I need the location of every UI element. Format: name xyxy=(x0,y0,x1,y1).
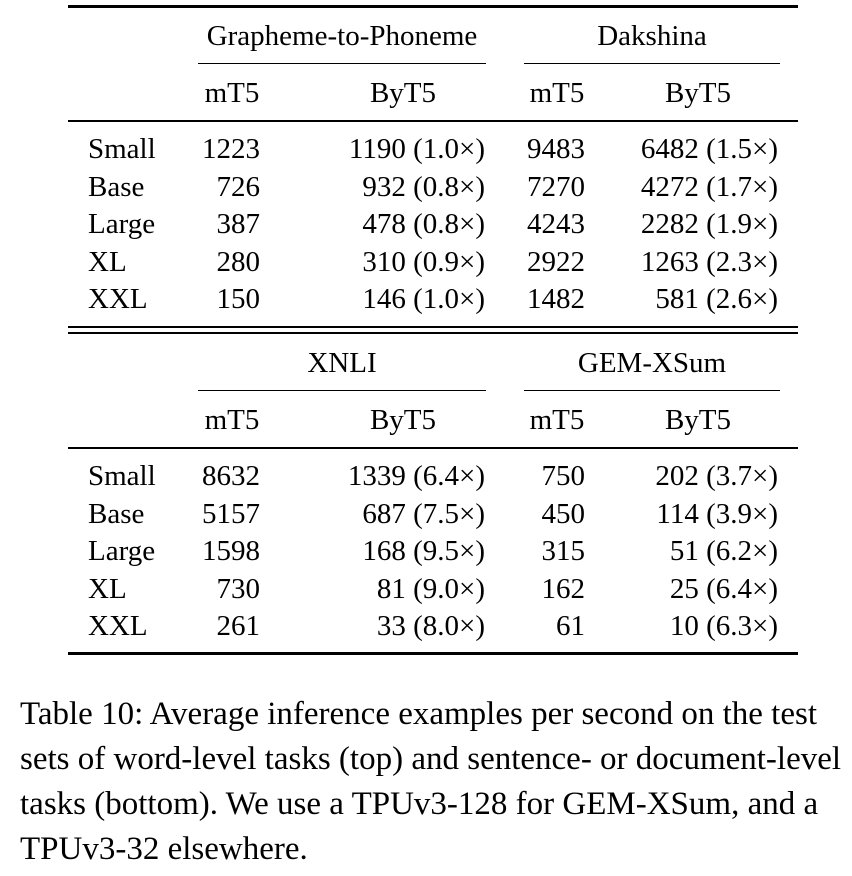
bottom-cell: 450 xyxy=(541,497,585,530)
top-cell: 6482 (1.5×) xyxy=(640,133,778,165)
top-row-label: Small xyxy=(88,133,156,165)
bottom-cell: 168 (9.5×) xyxy=(362,535,485,567)
top-cell: 310 (0.9×) xyxy=(362,245,485,278)
bottom-cell: 202 (3.7×) xyxy=(655,460,778,492)
bottom-cell: 51 (6.2×) xyxy=(669,535,778,567)
table-caption: Table 10: Average inference examples per second on the test sets of word-level tasks (top) and sentence- or document-level tasks (bottom). We use a TPUv3-128 for GEM-XSum, and a TPUv3-32 elsewhere. xyxy=(20,696,842,867)
top-cell: 2282 (1.9×) xyxy=(640,208,778,240)
bottom-cell: 315 xyxy=(541,535,585,567)
bottom-group-underline xyxy=(198,390,486,391)
top-subheader: mT5 xyxy=(529,77,585,109)
bottom-cell: 114 (3.9×) xyxy=(656,497,778,530)
top-cell: 4272 (1.7×) xyxy=(640,170,778,203)
bottom-cell: 25 (6.4×) xyxy=(669,572,778,605)
top-row-label: XL xyxy=(88,245,127,278)
top-cell: 7270 xyxy=(527,170,585,203)
bottom-group-header: XNLI xyxy=(307,347,377,379)
bottom-group-underline xyxy=(524,390,780,391)
bottom-subheader: mT5 xyxy=(204,404,260,436)
top-row-label: Large xyxy=(88,208,156,240)
bottom-row-label: Large xyxy=(88,535,156,567)
bottom-row-label: XXL xyxy=(88,610,148,642)
top-subheader: mT5 xyxy=(204,77,260,109)
bottom-subheader: ByT5 xyxy=(664,404,732,436)
bottom-subheader: ByT5 xyxy=(369,404,437,436)
bottom-cell: 81 (9.0×) xyxy=(376,572,485,605)
table-bottom-rule xyxy=(68,652,798,655)
top-cell: 1482 xyxy=(527,283,585,315)
top-group-underline xyxy=(524,63,780,64)
bottom-subheader: mT5 xyxy=(529,404,585,436)
top-cell: 280 xyxy=(216,245,260,278)
top-group-header: Dakshina xyxy=(597,20,707,52)
bottom-cell: 8632 xyxy=(202,460,260,492)
section-double-rule-2 xyxy=(68,332,798,334)
bottom-cell: 1339 (6.4×) xyxy=(347,460,485,492)
top-cell: 4243 xyxy=(527,208,585,240)
table-top-rule xyxy=(68,5,798,8)
top-cell: 387 xyxy=(216,208,260,240)
top-subheader: ByT5 xyxy=(369,77,437,109)
bottom-cell: 61 xyxy=(556,610,585,642)
bottom-cell: 730 xyxy=(216,572,260,605)
top-cell: 1263 (2.3×) xyxy=(640,245,778,278)
top-header-rule xyxy=(68,120,798,122)
bottom-header-rule xyxy=(68,447,798,449)
bottom-cell: 261 xyxy=(216,610,260,642)
bottom-row-label: XL xyxy=(88,572,127,605)
top-cell: 581 (2.6×) xyxy=(655,283,778,315)
top-cell: 146 (1.0×) xyxy=(362,283,485,315)
top-cell: 1190 (1.0×) xyxy=(348,133,485,165)
top-row-label: XXL xyxy=(88,283,148,315)
top-group-header: Grapheme-to-Phoneme xyxy=(206,20,478,52)
top-cell: 726 xyxy=(216,170,260,203)
top-cell: 9483 xyxy=(527,133,585,165)
section-double-rule-1 xyxy=(68,326,798,328)
bottom-cell: 1598 xyxy=(202,535,260,567)
top-row-label: Base xyxy=(88,170,145,203)
bottom-group-header: GEM-XSum xyxy=(577,347,727,379)
bottom-row-label: Small xyxy=(88,460,156,492)
bottom-cell: 33 (8.0×) xyxy=(376,610,485,642)
bottom-cell: 162 xyxy=(541,572,585,605)
top-subheader: ByT5 xyxy=(664,77,732,109)
bottom-cell: 5157 xyxy=(202,497,260,530)
bottom-cell: 687 (7.5×) xyxy=(362,497,485,530)
top-cell: 2922 xyxy=(527,245,585,278)
bottom-cell: 10 (6.3×) xyxy=(669,610,778,642)
top-group-underline xyxy=(198,63,486,64)
top-cell: 150 xyxy=(216,283,260,315)
top-cell: 1223 xyxy=(202,133,260,165)
bottom-cell: 750 xyxy=(541,460,585,492)
top-cell: 932 (0.8×) xyxy=(362,170,485,203)
top-cell: 478 (0.8×) xyxy=(362,208,485,240)
bottom-row-label: Base xyxy=(88,497,145,530)
